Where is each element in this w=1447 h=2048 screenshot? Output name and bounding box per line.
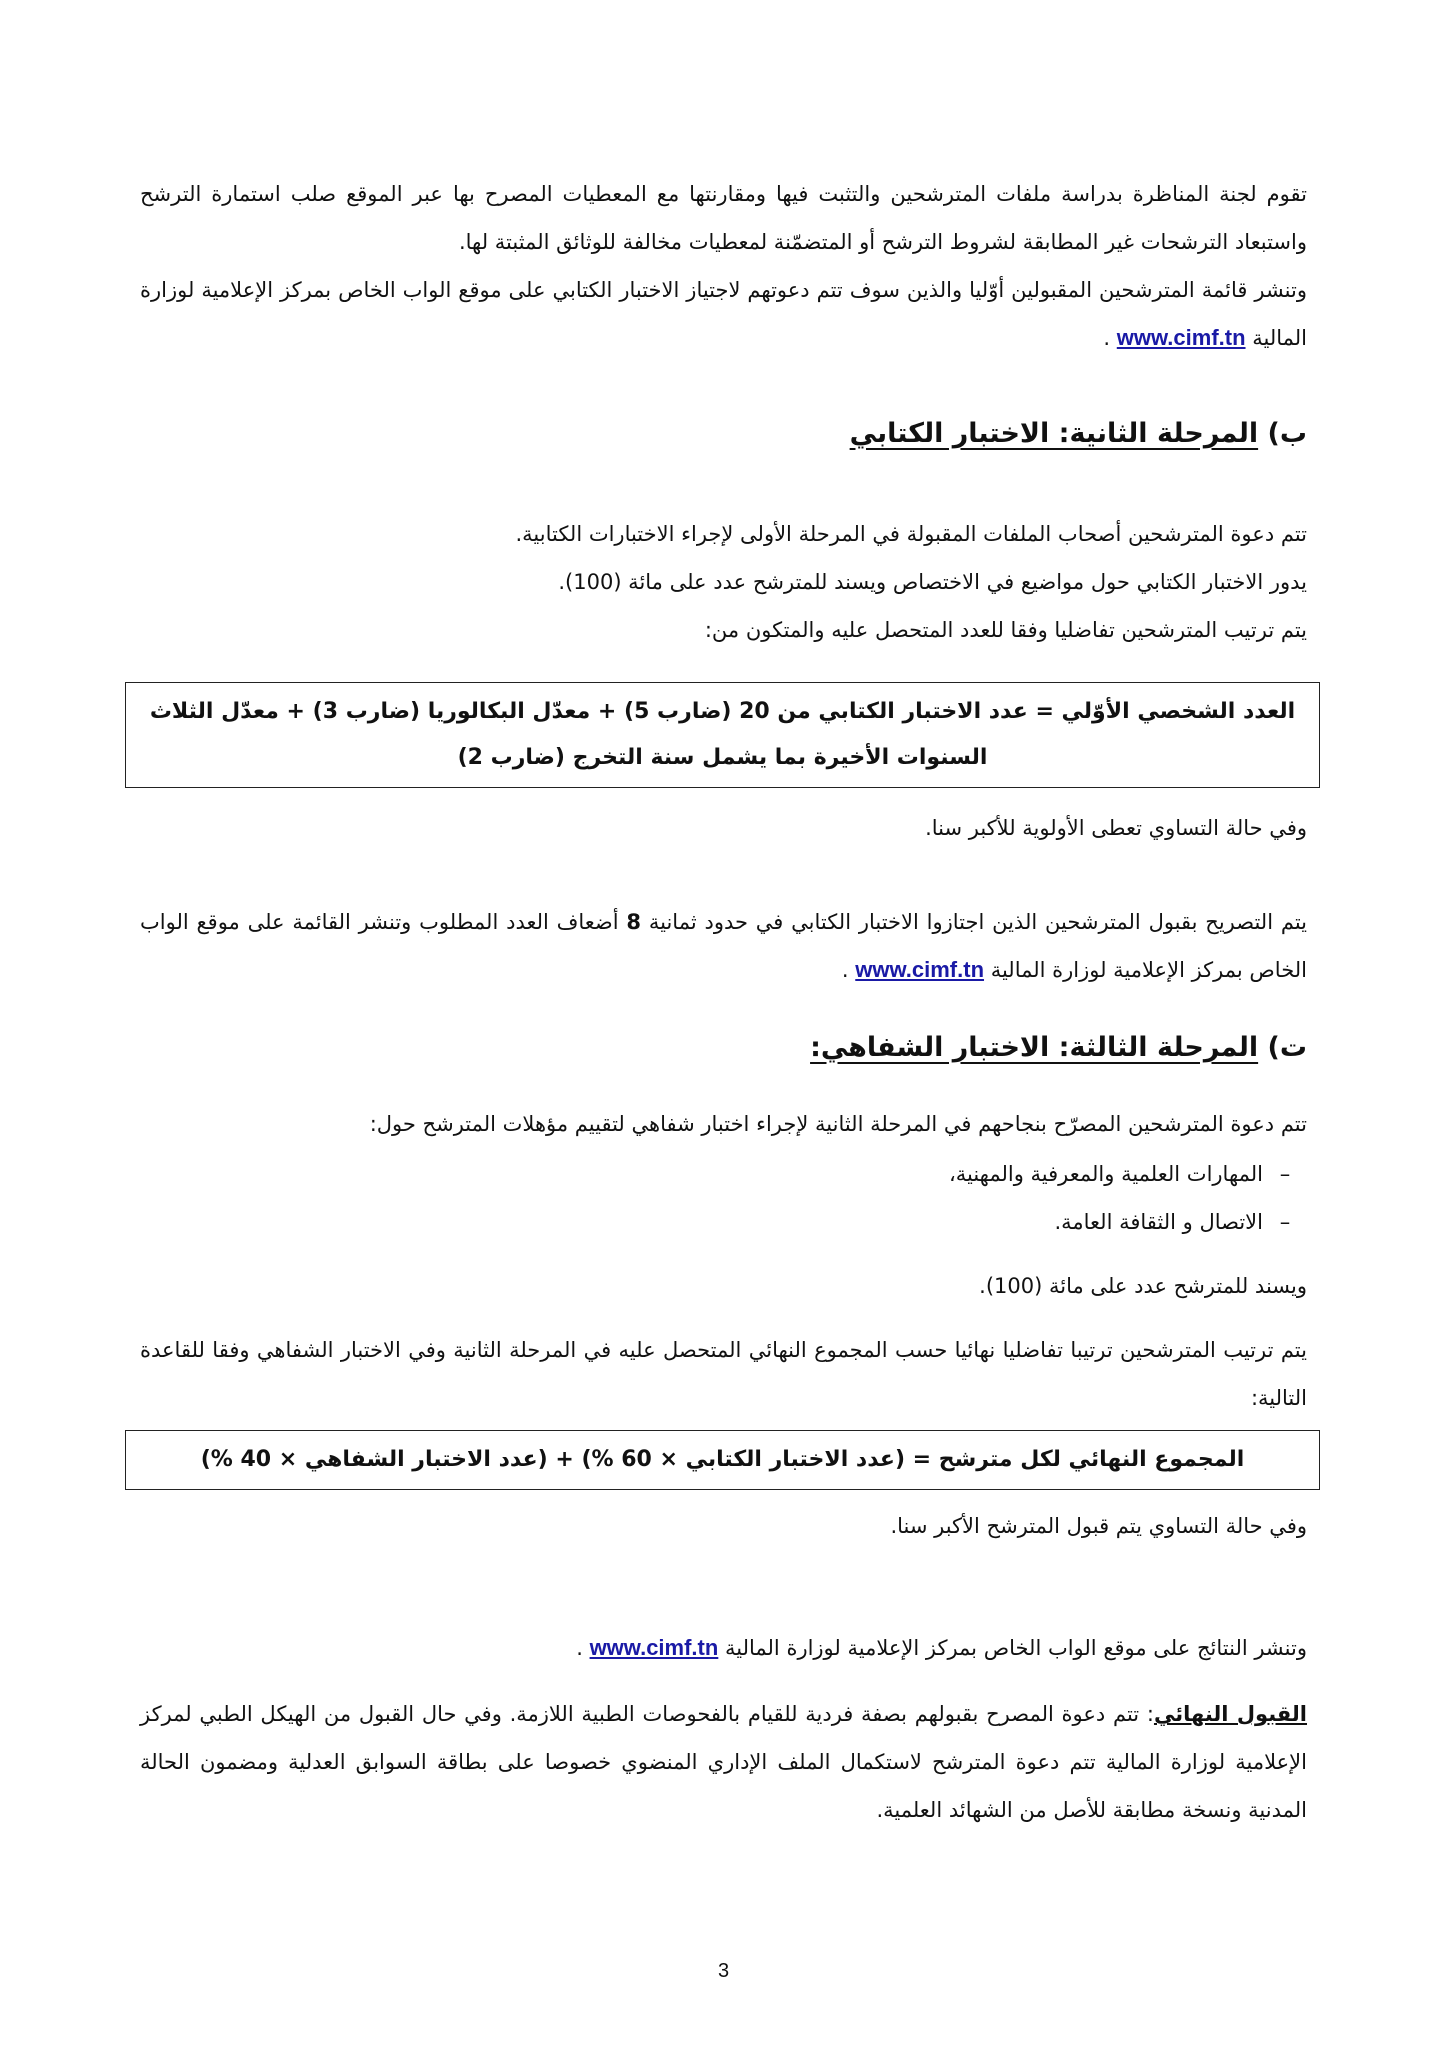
admission-number: 8 bbox=[626, 910, 642, 934]
stage2-letter: ب) bbox=[1267, 418, 1307, 449]
stage2-tie bbox=[140, 804, 1307, 852]
stage2-line-3 bbox=[140, 606, 1307, 654]
stage3-ranking-text: يتم ترتيب المترشحين ترتيبا تفاضليا نهائيا حسب المجموع النهائي المتحصل عليه في المرحلة الثانية وفي الاختبار الشفاهي وفقا للقاعدة التالية: bbox=[140, 1338, 1307, 1410]
stage3-bullet-list bbox=[140, 1150, 1307, 1246]
intro-paragraph-2 bbox=[140, 266, 1307, 362]
stage3-intro-text: تتم دعوة المترشحين المصرّح بنجاحهم في المرحلة الثانية لإجراء اختبار شفاهي لتقييم مؤهلات المترشح حول: bbox=[369, 1112, 1307, 1136]
stage3-letter: ت) bbox=[1267, 1032, 1307, 1063]
admission-end: . bbox=[841, 958, 849, 982]
intro-paragraph-1 bbox=[140, 170, 1307, 266]
stage2-title: المرحلة الثانية: الاختبار الكتابي bbox=[849, 418, 1259, 449]
stage2-line-2 bbox=[140, 558, 1307, 606]
stage2-text-3: يتم ترتيب المترشحين تفاضليا وفقا للعدد المتحصل عليه والمتكون من: bbox=[704, 618, 1307, 642]
bullet-text: المهارات العلمية والمعرفية والمهنية، bbox=[948, 1162, 1263, 1186]
stage2-text-1: تتم دعوة المترشحين أصحاب الملفات المقبولة في المرحلة الأولى لإجراء الاختبارات الكتابية. bbox=[515, 522, 1307, 546]
intro-text-2: وتنشر قائمة المترشحين المقبولين أوّليا والذين سوف تتم دعوتهم لاجتياز الاختبار الكتابي على موقع الواب الخاص بمركز الإعلامية لوزارة المالية bbox=[140, 278, 1307, 350]
cimf-link[interactable]: www.cimf.tn bbox=[1116, 325, 1246, 350]
stage3-tie bbox=[140, 1502, 1307, 1550]
stage3-formula-box bbox=[125, 1430, 1320, 1490]
intro-text-1: تقوم لجنة المناظرة بدراسة ملفات المترشحين والتثبت فيها ومقارنتها مع المعطيات المصرح بها عبر الموقع صلب استمارة الترشح واستبعاد الترشحات غير المطابقة لشروط الترشح أو المتضمّنة لمعطيات مخالفة للوثائق المثبتة لها. bbox=[140, 182, 1307, 254]
stage2-heading bbox=[140, 410, 1307, 458]
admission-text-b: أضعاف العدد المطلوب وتنشر القائمة على موقع الواب الخاص بمركز الإعلامية لوزارة المالية bbox=[140, 910, 1307, 982]
stage2-tie-text: وفي حالة التساوي تعطى الأولوية للأكبر سنا. bbox=[925, 816, 1307, 840]
results-paragraph bbox=[140, 1624, 1307, 1672]
stage3-score-text: ويسند للمترشح عدد على مائة (100). bbox=[979, 1274, 1307, 1298]
final-colon: : bbox=[1146, 1702, 1154, 1726]
stage3-title: المرحلة الثالثة: الاختبار الشفاهي: bbox=[810, 1032, 1259, 1063]
list-item bbox=[140, 1198, 1307, 1246]
final-text: تتم دعوة المصرح بقبولهم بصفة فردية للقيام بالفحوصات الطبية اللازمة. وفي حال القبول من الهيكل الطبي لمركز الإعلامية لوزارة المالية تتم دعوة المترشح لاستكمال الملف الإداري المنضوي خصوصا على بطاقة السوابق العدلية ومضمون الحالة المدنية ونسخة مطابقة للأصل من الشهائد العلمية. bbox=[140, 1702, 1307, 1822]
list-item bbox=[140, 1150, 1307, 1198]
stage2-formula: العدد الشخصي الأوّلي = عدد الاختبار الكتابي من 20 (ضارب 5) + معدّل البكالوريا (ضارب 3) + معدّل الثلاث السنوات الأخيرة بما يشمل سنة التخرج (ضارب 2) bbox=[149, 699, 1296, 770]
stage2-line-1 bbox=[140, 510, 1307, 558]
stage3-heading bbox=[140, 1024, 1307, 1072]
intro-end: . bbox=[1103, 326, 1111, 350]
cimf-link[interactable]: www.cimf.tn bbox=[589, 1635, 719, 1660]
stage2-text-2: يدور الاختبار الكتابي حول مواضيع في الاختصاص ويسند للمترشح عدد على مائة (100). bbox=[558, 570, 1307, 594]
results-text: وتنشر النتائج على موقع الواب الخاص بمركز الإعلامية لوزارة المالية bbox=[725, 1636, 1307, 1660]
bullet-text: الاتصال و الثقافة العامة. bbox=[1054, 1210, 1263, 1234]
stage2-admission bbox=[140, 898, 1307, 994]
page-number: 3 bbox=[717, 1960, 730, 1982]
final-admission bbox=[140, 1690, 1307, 1834]
stage3-ranking bbox=[140, 1326, 1307, 1422]
cimf-link[interactable]: www.cimf.tn bbox=[855, 957, 985, 982]
bullet-dash: – bbox=[1279, 1162, 1291, 1186]
stage3-score bbox=[140, 1262, 1307, 1310]
stage2-formula-box bbox=[125, 682, 1320, 788]
final-label: القبول النهائي bbox=[1153, 1702, 1307, 1726]
stage3-formula: المجموع النهائي لكل مترشح = (عدد الاختبار الكتابي × 60 %) + (عدد الاختبار الشفاهي × 40 %) bbox=[200, 1447, 1245, 1472]
stage3-tie-text: وفي حالة التساوي يتم قبول المترشح الأكبر سنا. bbox=[890, 1514, 1307, 1538]
bullet-dash: – bbox=[1279, 1210, 1291, 1234]
admission-text-a: يتم التصريح بقبول المترشحين الذين اجتازوا الاختبار الكتابي في حدود ثمانية bbox=[648, 910, 1307, 934]
results-end: . bbox=[576, 1636, 583, 1660]
stage3-intro bbox=[140, 1100, 1307, 1148]
